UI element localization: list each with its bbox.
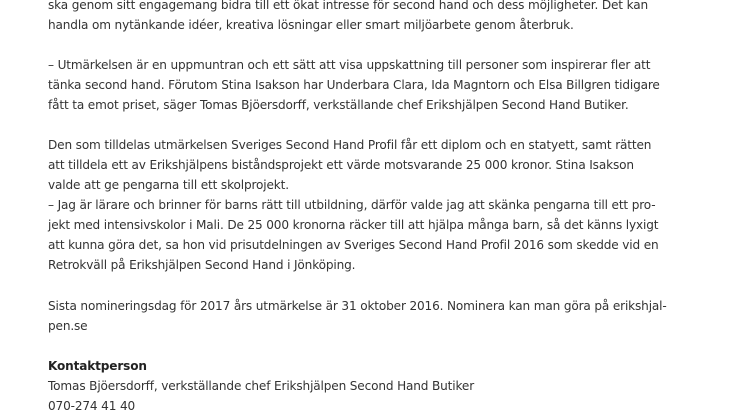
paragraph-3-line-7: Retrokväll på Erikshjälpen Second Hand i Jönköping. bbox=[48, 258, 356, 272]
paragraph-1-line-2: handla om nytänkande idéer, kreativa lösningar eller smart miljöarbete genom återbruk. bbox=[48, 18, 574, 32]
contact-phone: 070-274 41 40 bbox=[48, 399, 136, 413]
contact-name: Tomas Bjöersdorff, verkställande chef Erikshjälpen Second Hand Butiker bbox=[48, 379, 475, 393]
paragraph-4-line-1: Sista nomineringsdag för 2017 års utmärkelse är 31 oktober 2016. Nominera kan man göra på erikshjal- bbox=[48, 299, 667, 313]
paragraph-1-line-1: ska genom sitt engagemang bidra till ett ökat intresse för second hand och dess möjligheter. Det kan bbox=[48, 0, 649, 12]
paragraph-3-line-3: valde att ge pengarna till ett skolprojekt. bbox=[48, 178, 289, 192]
paragraph-3-line-5: jekt med intensivskolor i Mali. De 25 000 kronorna räcker till att hjälpa många barn, så det känns lyxigt bbox=[48, 218, 659, 232]
contact-heading: Kontaktperson bbox=[48, 359, 147, 373]
paragraph-2-line-2: tänka second hand. Förutom Stina Isakson har Underbara Clara, Ida Magntorn och Elsa Billgren tidigare bbox=[48, 78, 660, 92]
paragraph-4-line-2: pen.se bbox=[48, 319, 88, 333]
paragraph-3-line-1: Den som tilldelas utmärkelsen Sveriges Second Hand Profil får ett diplom och en statyett, samt rätten bbox=[48, 138, 652, 152]
paragraph-3-line-4: – Jag är lärare och brinner för barns rätt till utbildning, därför valde jag att skänka pengarna till ett pro- bbox=[48, 198, 656, 212]
paragraph-3-line-6: att kunna göra det, sa hon vid prisutdelningen av Sveriges Second Hand Profil 2016 som skedde vid en bbox=[48, 238, 659, 252]
paragraph-3-line-2: att tilldela ett av Erikshjälpens biståndsprojekt ett värde motsvarande 25 000 kronor. Stina Isakson bbox=[48, 158, 634, 172]
paragraph-2-line-3: fått ta emot priset, säger Tomas Bjöersdorff, verkställande chef Erikshjälpen Second Hand Butiker. bbox=[48, 98, 629, 112]
paragraph-2-line-1: – Utmärkelsen är en uppmuntran och ett sätt att visa uppskattning till personer som inspirerar fler att bbox=[48, 58, 651, 72]
